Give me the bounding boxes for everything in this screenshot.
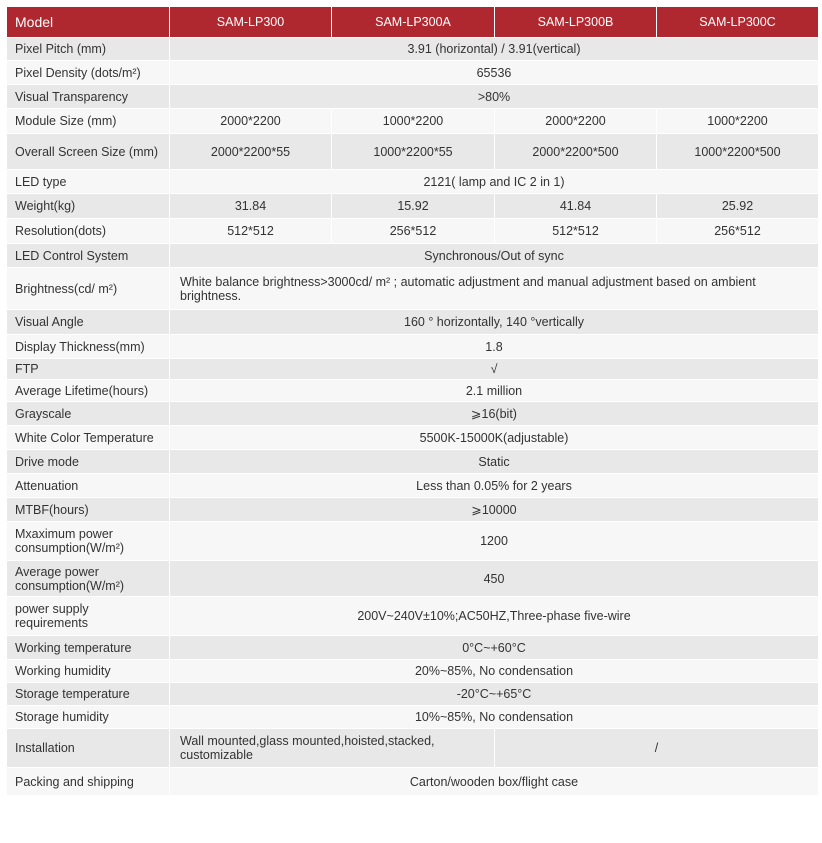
spec-value: Static [170, 450, 819, 474]
spec-value: 3.91 (horizontal) / 3.91(vertical) [170, 38, 819, 61]
spec-row [7, 450, 819, 474]
spec-row [7, 380, 819, 402]
spec-row [7, 85, 819, 109]
spec-label: Working temperature [7, 636, 170, 660]
model-column-header: SAM-LP300A [332, 7, 495, 38]
spec-value: 1000*2200*55 [332, 134, 495, 170]
spec-label: LED type [7, 170, 170, 194]
spec-label: Pixel Pitch (mm) [7, 38, 170, 61]
spec-row [7, 61, 819, 85]
spec-row [7, 561, 819, 597]
spec-label: Storage humidity [7, 706, 170, 729]
spec-label: Overall Screen Size (mm) [7, 134, 170, 170]
spec-value: Wall mounted,glass mounted,hoisted,stacked, customizable [170, 729, 495, 768]
spec-value: Carton/wooden box/flight case [170, 768, 819, 796]
spec-label: Storage temperature [7, 683, 170, 706]
spec-label: Average Lifetime(hours) [7, 380, 170, 402]
spec-value: 2000*2200 [495, 109, 657, 134]
spec-label: Grayscale [7, 402, 170, 426]
spec-value: 2000*2200*500 [495, 134, 657, 170]
spec-value: -20°C~+65°C [170, 683, 819, 706]
spec-value: 5500K-15000K(adjustable) [170, 426, 819, 450]
spec-value: 512*512 [495, 219, 657, 244]
model-column-header: SAM-LP300C [657, 7, 819, 38]
model-column-header: SAM-LP300B [495, 7, 657, 38]
spec-table-body [7, 38, 819, 796]
spec-value: ⩾10000 [170, 498, 819, 522]
spec-value: 450 [170, 561, 819, 597]
spec-row [7, 310, 819, 335]
spec-row [7, 268, 819, 310]
spec-row [7, 597, 819, 636]
header-row [7, 7, 819, 38]
spec-row [7, 170, 819, 194]
spec-value: 25.92 [657, 194, 819, 219]
model-header: Model [7, 7, 170, 38]
spec-value: 200V~240V±10%;AC50HZ,Three-phase five-wire [170, 597, 819, 636]
spec-value: 0°C~+60°C [170, 636, 819, 660]
spec-row [7, 474, 819, 498]
spec-value: 512*512 [170, 219, 332, 244]
spec-value: 2121( lamp and IC 2 in 1) [170, 170, 819, 194]
spec-row [7, 194, 819, 219]
spec-row [7, 660, 819, 683]
spec-value: √ [170, 359, 819, 380]
spec-label: Average power consumption(W/m²) [7, 561, 170, 597]
spec-label: Display Thickness(mm) [7, 335, 170, 359]
spec-value: 31.84 [170, 194, 332, 219]
spec-row [7, 219, 819, 244]
spec-value: 2.1 million [170, 380, 819, 402]
spec-label: MTBF(hours) [7, 498, 170, 522]
spec-value: 2000*2200*55 [170, 134, 332, 170]
spec-label: Drive mode [7, 450, 170, 474]
spec-value: 20%~85%, No condensation [170, 660, 819, 683]
spec-label: Installation [7, 729, 170, 768]
spec-label: Visual Transparency [7, 85, 170, 109]
spec-row [7, 359, 819, 380]
spec-value: Less than 0.05% for 2 years [170, 474, 819, 498]
spec-value: 1200 [170, 522, 819, 561]
spec-label: Resolution(dots) [7, 219, 170, 244]
spec-row [7, 683, 819, 706]
spec-value: White balance brightness>3000cd/ m² ; automatic adjustment and manual adjustment based on ambient brightness. [170, 268, 819, 310]
spec-row [7, 706, 819, 729]
spec-row [7, 636, 819, 660]
spec-value: 1000*2200 [332, 109, 495, 134]
spec-table [6, 6, 819, 796]
spec-row [7, 498, 819, 522]
spec-label: LED Control System [7, 244, 170, 268]
spec-row [7, 768, 819, 796]
spec-row [7, 38, 819, 61]
spec-row [7, 729, 819, 768]
spec-label: Working humidity [7, 660, 170, 683]
spec-value: 1.8 [170, 335, 819, 359]
spec-label: Pixel Density (dots/m²) [7, 61, 170, 85]
spec-row [7, 134, 819, 170]
spec-row [7, 109, 819, 134]
spec-row [7, 244, 819, 268]
spec-label: Mxaximum power consumption(W/m²) [7, 522, 170, 561]
spec-value: 41.84 [495, 194, 657, 219]
spec-value: Synchronous/Out of sync [170, 244, 819, 268]
spec-value: 2000*2200 [170, 109, 332, 134]
spec-row [7, 522, 819, 561]
spec-value: 256*512 [332, 219, 495, 244]
spec-label: Brightness(cd/ m²) [7, 268, 170, 310]
spec-value: 65536 [170, 61, 819, 85]
spec-label: Visual Angle [7, 310, 170, 335]
spec-row [7, 335, 819, 359]
model-column-header: SAM-LP300 [170, 7, 332, 38]
spec-label: White Color Temperature [7, 426, 170, 450]
spec-label: power supply requirements [7, 597, 170, 636]
spec-label: Attenuation [7, 474, 170, 498]
spec-value: 160 ° horizontally, 140 °vertically [170, 310, 819, 335]
spec-value: 1000*2200 [657, 109, 819, 134]
spec-value: 256*512 [657, 219, 819, 244]
spec-value: 15.92 [332, 194, 495, 219]
spec-label: Packing and shipping [7, 768, 170, 796]
spec-label: Weight(kg) [7, 194, 170, 219]
spec-value: / [495, 729, 819, 768]
spec-value: 1000*2200*500 [657, 134, 819, 170]
spec-label: FTP [7, 359, 170, 380]
spec-value: >80% [170, 85, 819, 109]
spec-value: ⩾16(bit) [170, 402, 819, 426]
spec-label: Module Size (mm) [7, 109, 170, 134]
spec-row [7, 426, 819, 450]
spec-row [7, 402, 819, 426]
spec-value: 10%~85%, No condensation [170, 706, 819, 729]
